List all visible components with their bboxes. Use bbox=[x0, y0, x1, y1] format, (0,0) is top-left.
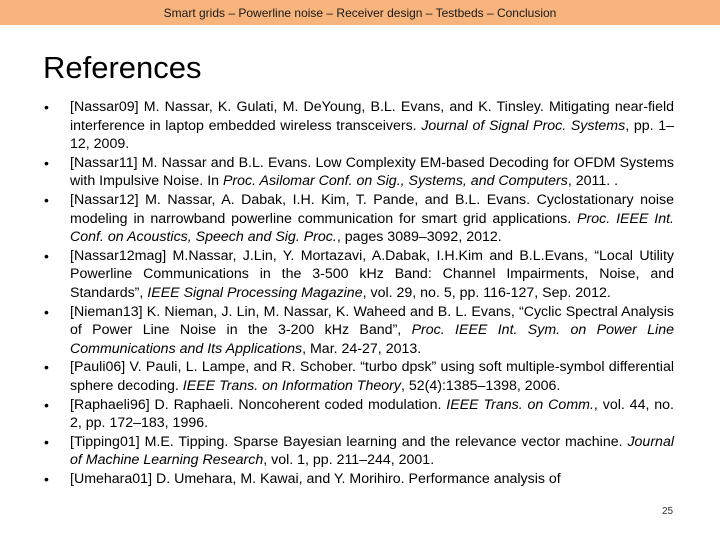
reference-italic-text: Proc. IEEE Int. Sym. on Power Line Communications and Its Applications bbox=[70, 322, 674, 357]
reference-pre-text: [Raphaeli96] D. Raphaeli. Noncoherent coded modulation. bbox=[70, 396, 447, 413]
reference-pre-text: [Nassar12] M. Nassar, A. Dabak, I.H. Kim, T. Pande, and B.L. Evans. Cyclostationary noise modeling in narrowband powerline communication for smart grid applications. bbox=[70, 191, 674, 227]
breadcrumb-bar bbox=[0, 0, 720, 25]
reference-post-text: , pages 3089–3092, 2012. bbox=[336, 229, 502, 246]
reference-pre-text: [Tipping01] M.E. Tipping. Sparse Bayesian learning and the relevance vector machine. bbox=[70, 433, 628, 450]
reference-pre-text: [Nassar09] M. Nassar, K. Gulati, M. DeYoung, B.L. Evans, and K. Tinsley. Mitigating near-field interference in laptop embedded wireless transceivers. bbox=[70, 99, 674, 134]
reference-item bbox=[44, 358, 674, 395]
reference-post-text: , pp. 1–12, 2009. bbox=[70, 117, 674, 153]
breadcrumb: Smart grids – Powerline noise – Receiver design – Testbeds – Conclusion bbox=[163, 5, 557, 20]
reference-pre-text: [Nieman13] K. Nieman, J. Lin, M. Nassar, K. Waheed and B. L. Evans, “Cyclic Spectral Analysis of Power Line Noise in the 3-200 kHz Band”, bbox=[70, 303, 674, 339]
reference-post-text: , vol. 1, pp. 211–244, 2001. bbox=[263, 452, 435, 469]
reference-item bbox=[44, 396, 674, 433]
reference-pre-text: [Nassar12mag] M.Nassar, J.Lin, Y. Mortazavi, A.Dabak, I.H.Kim and B.L.Evans, “Local Utility Powerline Communications in the 3-500 kHz Band: Channel Impairments, Noise, and Standards”, bbox=[70, 247, 674, 301]
reference-italic-text: Proc. IEEE Int. Conf. on Acoustics, Speech and Sig. Proc. bbox=[70, 210, 674, 246]
reference-italic-text: IEEE Trans. on Comm. bbox=[446, 396, 594, 413]
reference-italic-text: IEEE Signal Processing Magazine bbox=[147, 284, 363, 301]
page-number: 25 bbox=[662, 506, 674, 517]
reference-item bbox=[44, 247, 674, 303]
reference-italic-text: Journal of Machine Learning Research bbox=[70, 433, 674, 469]
reference-italic-text: Journal of Signal Proc. Systems bbox=[421, 117, 626, 134]
reference-post-text: , 52(4):1385–1398, 2006. bbox=[400, 377, 561, 394]
reference-post-text: , 2011. . bbox=[567, 173, 619, 190]
page-title: References bbox=[43, 50, 202, 85]
reference-item bbox=[44, 470, 674, 489]
reference-item bbox=[44, 191, 674, 247]
reference-post-text: , Mar. 24-27, 2013. bbox=[302, 340, 422, 357]
reference-pre-text: [Nassar11] M. Nassar and B.L. Evans. Low Complexity EM-based Decoding for OFDM Systems with Impulsive Noise. In bbox=[70, 154, 674, 190]
reference-italic-text: IEEE Trans. on Information Theory bbox=[182, 377, 401, 394]
reference-item bbox=[44, 433, 674, 470]
reference-pre-text: [Umehara01] D. Umehara, M. Kawai, and Y. Morihiro. Performance analysis of bbox=[70, 470, 561, 487]
reference-post-text: , vol. 44, no. 2, pp. 172–183, 1996. bbox=[70, 396, 674, 432]
reference-item bbox=[44, 303, 674, 359]
reference-item bbox=[44, 98, 674, 154]
reference-post-text: , vol. 29, no. 5, pp. 116-127, Sep. 2012. bbox=[362, 284, 611, 301]
reference-list bbox=[44, 98, 674, 488]
reference-italic-text: Proc. Asilomar Conf. on Sig., Systems, and Computers bbox=[222, 173, 568, 190]
reference-pre-text: [Pauli06] V. Pauli, L. Lampe, and R. Schober. “turbo dpsk” using soft multiple-symbol differential sphere decoding. bbox=[70, 359, 674, 394]
reference-item bbox=[44, 154, 674, 191]
